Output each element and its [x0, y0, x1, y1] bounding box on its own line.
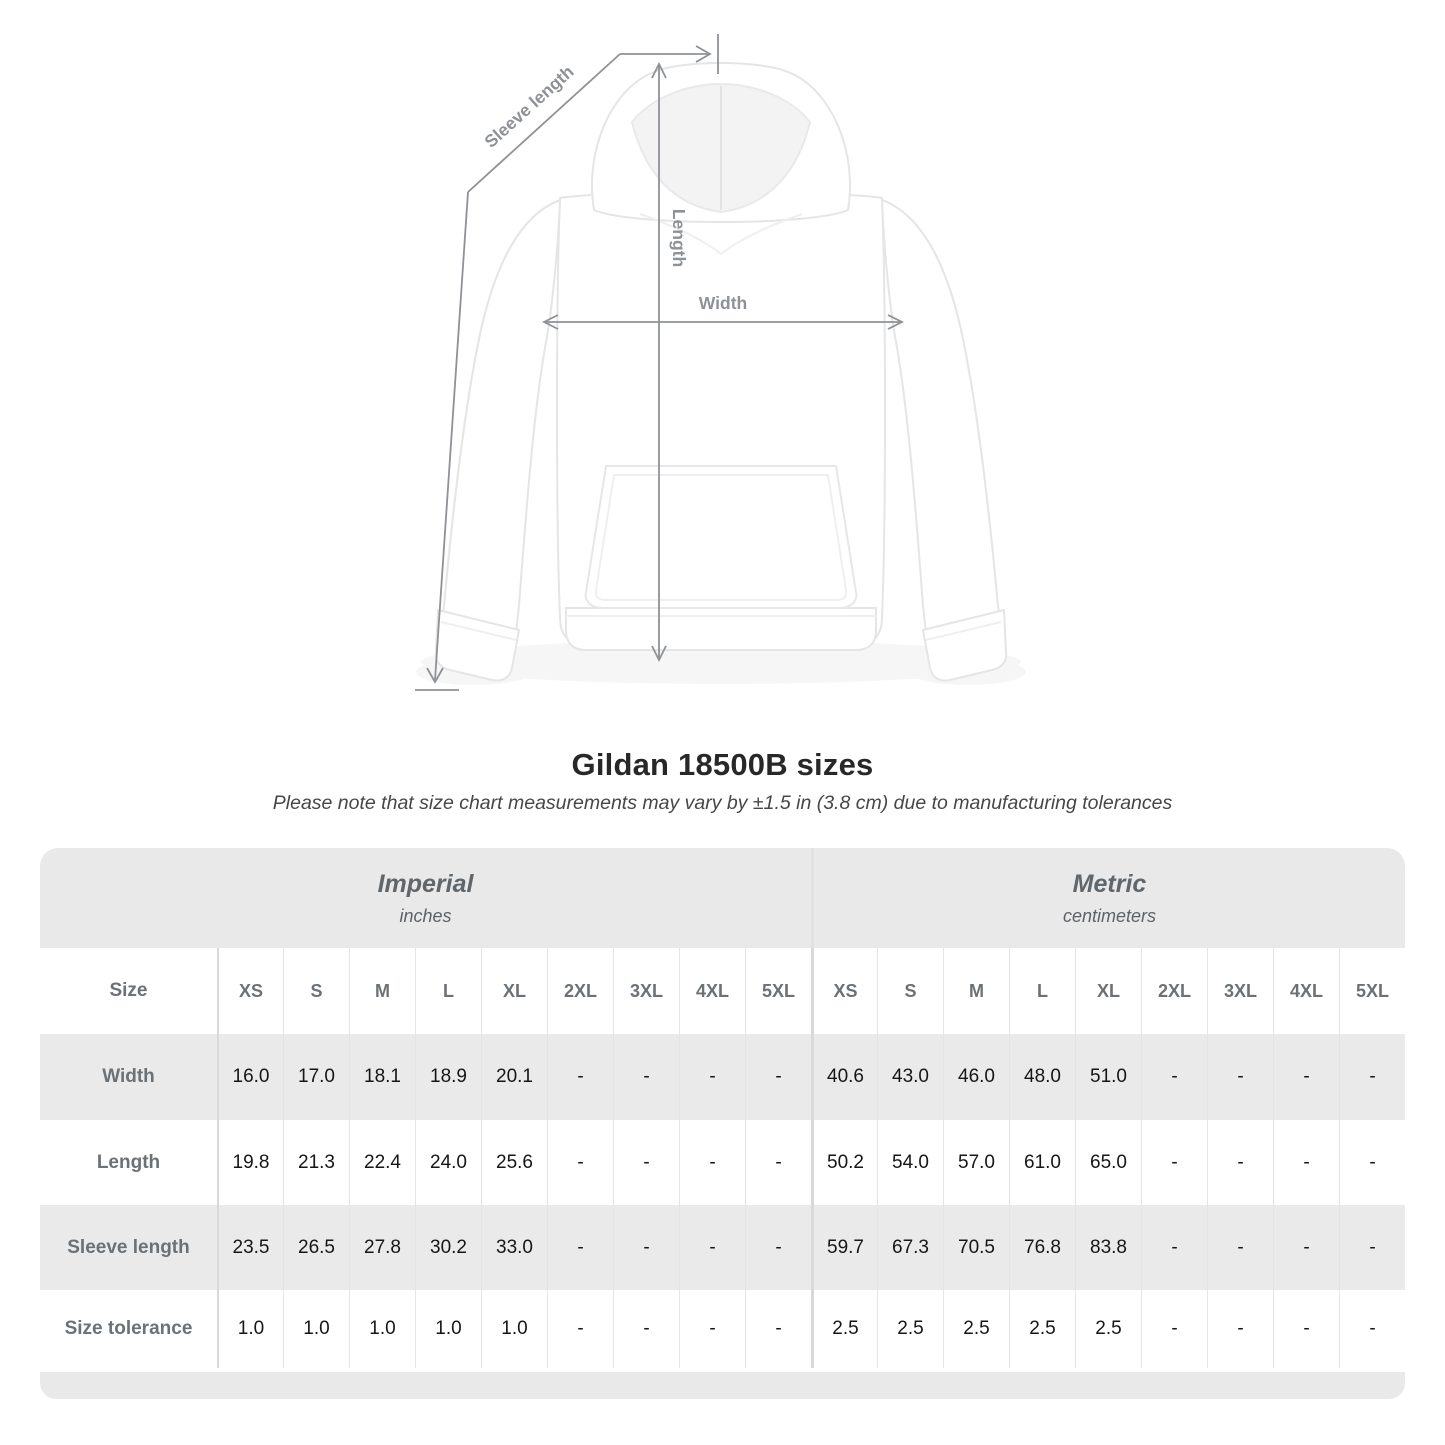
size-value-cell: - [1273, 1205, 1339, 1290]
size-value-cell: 65.0 [1075, 1120, 1141, 1205]
size-col-header: S [877, 948, 943, 1034]
size-value-cell: 70.5 [943, 1205, 1009, 1290]
size-chart-table [40, 848, 1405, 1399]
size-value-cell: 1.0 [283, 1290, 349, 1368]
size-col-header: 5XL [745, 948, 811, 1034]
size-col-header: 2XL [547, 948, 613, 1034]
size-value-cell: - [1273, 1034, 1339, 1120]
table-row-length [40, 1120, 1405, 1205]
size-value-cell: 1.0 [349, 1290, 415, 1368]
size-col-header: XL [481, 948, 547, 1034]
size-value-cell: 21.3 [283, 1120, 349, 1205]
size-value-cell: 2.5 [877, 1290, 943, 1368]
size-value-cell: 33.0 [481, 1205, 547, 1290]
size-value-cell: - [679, 1205, 745, 1290]
size-value-cell: 51.0 [1075, 1034, 1141, 1120]
size-col-header: 5XL [1339, 948, 1405, 1034]
hoodie-illustration [436, 63, 1006, 681]
size-value-cell: - [613, 1205, 679, 1290]
row-label: Sleeve length [67, 1236, 190, 1258]
size-value-cell: 23.5 [217, 1205, 283, 1290]
page-title: Gildan 18500B sizes [571, 747, 874, 782]
size-value-cell: 1.0 [481, 1290, 547, 1368]
size-header-row [40, 948, 1405, 1034]
size-value-cell: 22.4 [349, 1120, 415, 1205]
size-header-label: Size [109, 980, 148, 1001]
unit-group-header [40, 848, 1405, 948]
hoodie-diagram [390, 15, 1050, 715]
imperial-label: Imperial [377, 869, 474, 898]
table-row-sleeve-length [40, 1205, 1405, 1290]
size-value-cell: - [1207, 1120, 1273, 1205]
size-col-header: 2XL [1141, 948, 1207, 1034]
size-value-cell: - [1339, 1120, 1405, 1205]
size-value-cell: - [1339, 1290, 1405, 1368]
size-value-cell: - [679, 1290, 745, 1368]
size-value-cell: 24.0 [415, 1120, 481, 1205]
size-value-cell: - [745, 1290, 811, 1368]
size-value-cell: - [1141, 1290, 1207, 1368]
size-value-cell: - [547, 1120, 613, 1205]
tolerance-note: Please note that size chart measurements may vary by ±1.5 in (3.8 cm) due to manufacturing tolerances [272, 792, 1173, 814]
size-value-cell: 26.5 [283, 1205, 349, 1290]
size-col-header: 4XL [679, 948, 745, 1034]
size-value-cell: 2.5 [1009, 1290, 1075, 1368]
metric-label: Metric [1072, 869, 1147, 898]
size-value-cell: 46.0 [943, 1034, 1009, 1120]
size-value-cell: - [745, 1034, 811, 1120]
size-value-cell: - [1141, 1205, 1207, 1290]
size-value-cell: - [1273, 1120, 1339, 1205]
size-value-cell: - [1141, 1034, 1207, 1120]
unit-group-imperial [40, 848, 811, 948]
size-col-header: L [1009, 948, 1075, 1034]
row-label: Width [102, 1066, 155, 1087]
size-value-cell: - [1207, 1034, 1273, 1120]
imperial-sublabel: inches [399, 905, 452, 926]
size-value-cell: 54.0 [877, 1120, 943, 1205]
size-value-cell: 50.2 [811, 1120, 877, 1205]
size-value-cell: 43.0 [877, 1034, 943, 1120]
size-value-cell: - [1207, 1205, 1273, 1290]
size-col-header: XS [811, 948, 877, 1034]
size-value-cell: - [1273, 1290, 1339, 1368]
heading [0, 746, 1445, 815]
row-label: Size tolerance [64, 1318, 193, 1339]
size-value-cell: 59.7 [811, 1205, 877, 1290]
size-value-cell: - [547, 1034, 613, 1120]
size-value-cell: - [745, 1120, 811, 1205]
size-value-cell: - [679, 1034, 745, 1120]
size-value-cell: 1.0 [415, 1290, 481, 1368]
size-value-cell: 25.6 [481, 1120, 547, 1205]
size-value-cell: 2.5 [1075, 1290, 1141, 1368]
size-value-cell: - [1141, 1120, 1207, 1205]
size-value-cell: - [745, 1205, 811, 1290]
size-col-header: XL [1075, 948, 1141, 1034]
size-value-cell: 2.5 [811, 1290, 877, 1368]
unit-group-metric [811, 848, 1405, 948]
size-value-cell: 61.0 [1009, 1120, 1075, 1205]
width-label: Width [698, 293, 748, 313]
size-value-cell: 57.0 [943, 1120, 1009, 1205]
table-row-width [40, 1034, 1405, 1120]
sleeve-length-label: Sleeve length [480, 61, 578, 152]
table-footer-bar [40, 1372, 1405, 1399]
size-col-header: XS [217, 948, 283, 1034]
size-value-cell: - [547, 1290, 613, 1368]
size-value-cell: 19.8 [217, 1120, 283, 1205]
size-value-cell: 67.3 [877, 1205, 943, 1290]
size-col-header: 3XL [1207, 948, 1273, 1034]
size-value-cell: 18.1 [349, 1034, 415, 1120]
metric-sublabel: centimeters [1062, 905, 1157, 926]
size-value-cell: 18.9 [415, 1034, 481, 1120]
size-value-cell: 48.0 [1009, 1034, 1075, 1120]
size-col-header: M [349, 948, 415, 1034]
size-value-cell: 20.1 [481, 1034, 547, 1120]
size-value-cell: 30.2 [415, 1205, 481, 1290]
size-value-cell: - [1339, 1205, 1405, 1290]
size-col-header: L [415, 948, 481, 1034]
length-label: Length [669, 208, 689, 268]
row-label: Length [96, 1151, 161, 1173]
size-value-cell: 40.6 [811, 1034, 877, 1120]
size-value-cell: - [613, 1120, 679, 1205]
size-value-cell: - [1339, 1034, 1405, 1120]
size-value-cell: 1.0 [217, 1290, 283, 1368]
size-value-cell: 2.5 [943, 1290, 1009, 1368]
size-col-header: S [283, 948, 349, 1034]
size-col-header: 4XL [1273, 948, 1339, 1034]
size-value-cell: - [547, 1205, 613, 1290]
table-row-size-tolerance [40, 1290, 1405, 1368]
size-value-cell: - [613, 1034, 679, 1120]
size-col-header: M [943, 948, 1009, 1034]
size-value-cell: 76.8 [1009, 1205, 1075, 1290]
size-value-cell: - [1207, 1290, 1273, 1368]
size-value-cell: 83.8 [1075, 1205, 1141, 1290]
size-value-cell: - [613, 1290, 679, 1368]
size-value-cell: 27.8 [349, 1205, 415, 1290]
size-col-header: 3XL [613, 948, 679, 1034]
size-value-cell: 17.0 [283, 1034, 349, 1120]
size-value-cell: 16.0 [217, 1034, 283, 1120]
size-value-cell: - [679, 1120, 745, 1205]
